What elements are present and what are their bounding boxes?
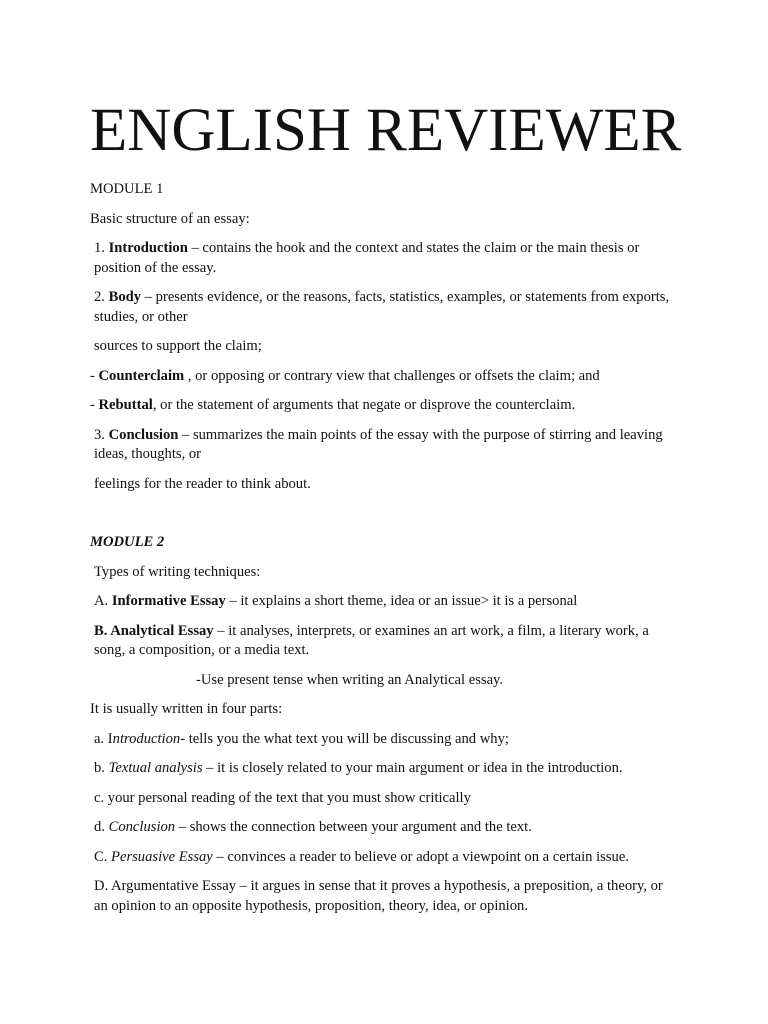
- item-rebuttal: [90, 396, 680, 416]
- dash: -: [90, 397, 99, 413]
- term-textual-analysis: Textual analysis: [108, 760, 203, 776]
- item-text: – contains the hook and the context and states the claim or the main thesis or position of the essay.: [94, 240, 640, 276]
- item-counterclaim: [90, 367, 680, 387]
- part-letter: b.: [94, 760, 105, 776]
- term-counterclaim: Counterclaim: [98, 367, 185, 384]
- item-letter: A.: [94, 593, 109, 609]
- item-text: – it explains a short theme, idea or an issue> it is a personal: [225, 593, 578, 609]
- module2-heading: [90, 533, 680, 553]
- item-text: – convinces a reader to believe or adopt a viewpoint on a certain issue.: [212, 848, 629, 865]
- part-letter: d.: [94, 819, 105, 835]
- item-introduction: [90, 239, 680, 278]
- item-analytical-essay: [90, 622, 680, 661]
- part-text: - tells you the what text you will be discussing and why;: [180, 730, 509, 747]
- module1-heading: MODULE 1: [90, 181, 164, 197]
- item-informative-essay: [90, 592, 680, 612]
- item-number: 3.: [94, 426, 105, 443]
- term-analytical-essay: B. Analytical Essay: [94, 622, 214, 639]
- item-text: , or the statement of arguments that negate or disprove the counterclaim.: [152, 397, 576, 413]
- item-letter: C.: [94, 848, 108, 865]
- module1-intro: Basic structure of an essay:: [90, 210, 250, 227]
- item-text: – presents evidence, or the reasons, facts, statistics, examples, or statements from exports, studies, or other: [94, 289, 670, 325]
- item-text: , or opposing or contrary view that challenges or offsets the claim; and: [184, 367, 600, 384]
- term-conclusion: Conclusion: [108, 426, 179, 443]
- document-page: [90, 92, 680, 916]
- part-introduction: [90, 730, 680, 750]
- dash: -: [90, 367, 99, 384]
- term-informative-essay: Informative Essay: [111, 593, 226, 609]
- part-conclusion: [90, 818, 680, 838]
- term-introduction-part: ntroduction: [112, 730, 181, 747]
- page-title: ENGLISH REVIEWER: [90, 97, 682, 164]
- module2-intro: Types of writing techniques:: [94, 563, 261, 580]
- part-text: – it is closely related to your main argument or idea in the introduction.: [202, 760, 623, 776]
- part-textual-analysis: [90, 759, 680, 779]
- item-argumentative-essay: D. Argumentative Essay – it argues in sense that it proves a hypothesis, a preposition, a theory, or an opinion to an opposite hypothesis, proposition, theory, idea, or opinion.: [94, 878, 663, 914]
- analytical-note: -Use present tense when writing an Analytical essay.: [196, 671, 504, 688]
- part-personal-reading: c. your personal reading of the text that you must show critically: [94, 789, 471, 806]
- part-letter: a. I: [94, 730, 113, 747]
- term-introduction: Introduction: [108, 240, 188, 256]
- term-conclusion-part: Conclusion: [108, 819, 176, 835]
- item-number: 1.: [94, 240, 105, 256]
- module2-heading-text: MODULE 2: [90, 534, 165, 550]
- part-text: – shows the connection between your argument and the text.: [175, 819, 532, 835]
- parts-intro: It is usually written in four parts:: [90, 701, 283, 717]
- item-text: – summarizes the main points of the essay with the purpose of stirring and leaving ideas, thoughts, or: [94, 426, 663, 462]
- term-persuasive-essay: Persuasive Essay: [111, 848, 213, 865]
- term-rebuttal: Rebuttal: [98, 397, 153, 413]
- item-body-continued: sources to support the claim;: [94, 338, 262, 354]
- item-persuasive-essay: [90, 848, 680, 868]
- term-body: Body: [108, 289, 142, 305]
- item-number: 2.: [94, 289, 105, 305]
- item-conclusion: [90, 426, 680, 465]
- item-conclusion-continued: feelings for the reader to think about.: [94, 475, 311, 492]
- item-body: [90, 288, 680, 327]
- item-text: – it analyses, interprets, or examines an art work, a film, a literary work, a song, a composition, or a media text.: [94, 622, 649, 658]
